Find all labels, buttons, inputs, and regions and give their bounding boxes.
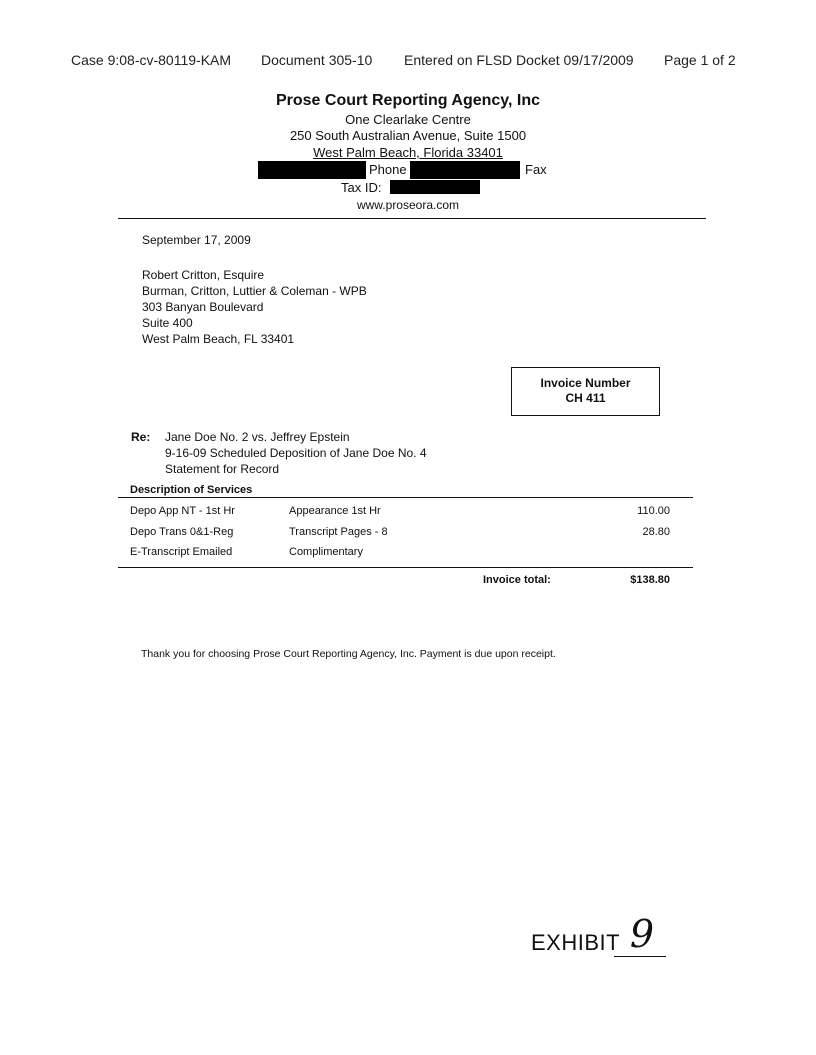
service-code: Depo App NT - 1st Hr: [130, 505, 235, 517]
agency-name: Prose Court Reporting Agency, Inc: [275, 92, 541, 109]
services-header-rule: [118, 497, 693, 498]
fax-label: Fax: [525, 162, 547, 177]
exhibit-number: 9: [629, 912, 655, 956]
exhibit-underline: [614, 956, 666, 957]
re-statement: Statement for Record: [165, 462, 280, 476]
case-number: Case 9:08-cv-80119-KAM: [71, 52, 232, 68]
recipient-street: 303 Banyan Boulevard: [142, 300, 264, 314]
docket-entry: Entered on FLSD Docket 09/17/2009: [404, 52, 634, 68]
invoice-total-label: Invoice total:: [483, 574, 551, 586]
service-amount: 110.00: [637, 505, 670, 517]
invoice-number-value: CH 411: [565, 391, 606, 405]
re-label: Re:: [131, 430, 151, 444]
recipient-suite: Suite 400: [142, 316, 193, 330]
invoice-total-value: $138.80: [630, 574, 670, 586]
recipient-city: West Palm Beach, FL 33401: [142, 332, 295, 346]
re-deposition: 9-16-09 Scheduled Deposition of Jane Doe No. 4: [165, 446, 427, 460]
tax-id-label: Tax ID:: [341, 180, 382, 195]
recipient-firm: Burman, Critton, Luttier & Coleman - WPB: [142, 284, 367, 298]
service-amount: 28.80: [642, 526, 670, 538]
document-number: Document 305-10: [261, 52, 373, 68]
agency-website: www.proseora.com: [356, 198, 460, 212]
service-description: Complimentary: [289, 546, 363, 558]
agency-address-line3: West Palm Beach, Florida 33401: [313, 145, 503, 160]
redaction-block: [390, 180, 480, 194]
invoice-number-box: [511, 367, 660, 416]
invoice-number-label: Invoice Number: [540, 376, 631, 390]
service-description: Transcript Pages - 8: [289, 526, 388, 538]
header-divider: [118, 218, 706, 219]
recipient-name: Robert Critton, Esquire: [142, 268, 265, 282]
re-case: Jane Doe No. 2 vs. Jeffrey Epstein: [165, 430, 350, 444]
invoice-date: September 17, 2009: [142, 233, 251, 247]
phone-label: Phone: [369, 162, 407, 177]
page-indicator: Page 1 of 2: [664, 52, 736, 68]
agency-address-line1: One Clearlake Centre: [345, 112, 471, 127]
services-total-rule: [118, 567, 693, 568]
agency-address-line2: 250 South Australian Avenue, Suite 1500: [289, 128, 527, 143]
service-description: Appearance 1st Hr: [289, 505, 381, 517]
service-code: Depo Trans 0&1-Reg: [130, 526, 234, 538]
redaction-block: [410, 161, 520, 179]
exhibit-label: EXHIBIT: [531, 930, 621, 955]
service-code: E-Transcript Emailed: [130, 546, 233, 558]
footer-note: Thank you for choosing Prose Court Reporting Agency, Inc. Payment is due upon receipt.: [141, 648, 556, 660]
redaction-block: [258, 161, 366, 179]
services-header: Description of Services: [130, 484, 253, 496]
